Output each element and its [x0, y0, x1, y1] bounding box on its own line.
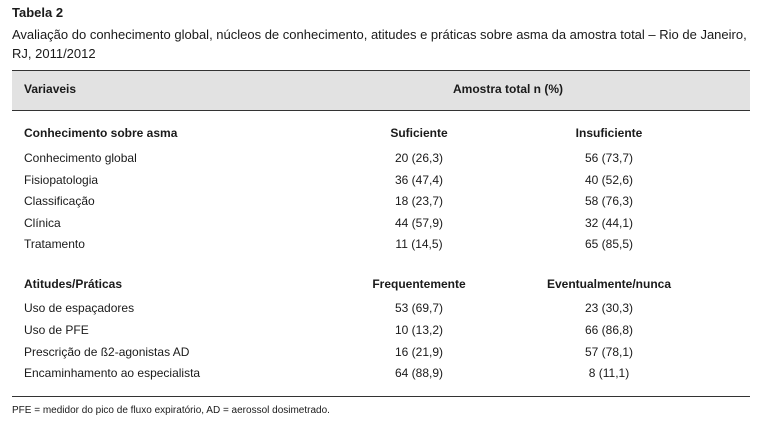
cell-value-a: 53 (69,7): [394, 301, 444, 315]
table-caption: Avaliação do conhecimento global, núcleos de conhecimento, atitudes e práticas sobre asma da amostra total – Rio de Janeiro, RJ, 2011/2012: [12, 27, 747, 61]
row-label: Fisiopatologia: [24, 173, 99, 187]
row-label: Classificação: [24, 194, 95, 208]
column-sufficient: Suficiente: [390, 126, 448, 140]
table-bottom-rule: [12, 396, 750, 397]
cell-value-b: 57 (78,1): [584, 345, 634, 359]
row-label: Tratamento: [24, 237, 85, 251]
cell-value-a: 44 (57,9): [394, 216, 444, 230]
table-row: [24, 151, 750, 169]
cell-value-a: 16 (21,9): [394, 345, 444, 359]
section-heading-practices: [24, 277, 750, 295]
row-label: Prescrição de ß2-agonistas AD: [24, 345, 190, 359]
section-heading-knowledge: [24, 126, 750, 144]
cell-value-b: 66 (86,8): [584, 323, 634, 337]
column-insufficient: Insuficiente: [575, 126, 643, 140]
table-row: [24, 237, 750, 255]
table-row: [24, 216, 750, 234]
table-title: Tabela 2: [12, 5, 64, 20]
column-occasionally-never: Eventualmente/nunca: [546, 277, 672, 291]
cell-value-a: 18 (23,7): [394, 194, 444, 208]
cell-value-a: 10 (13,2): [394, 323, 444, 337]
row-label: Conhecimento global: [24, 151, 137, 165]
column-frequently: Frequentemente: [372, 277, 466, 291]
section-heading-label: Atitudes/Práticas: [24, 277, 123, 291]
cell-value-a: 11 (14,5): [395, 237, 443, 251]
cell-value-b: 23 (30,3): [584, 301, 634, 315]
cell-value-b: 40 (52,6): [584, 173, 634, 187]
table-row: [24, 194, 750, 212]
cell-value-b: 65 (85,5): [584, 237, 634, 251]
table-row: [24, 301, 750, 319]
row-label: Clínica: [24, 216, 61, 230]
cell-value-b: 32 (44,1): [584, 216, 634, 230]
table-row: [24, 323, 750, 341]
cell-value-b: 58 (76,3): [584, 194, 634, 208]
cell-value-a: 64 (88,9): [394, 366, 444, 380]
cell-value-a: 20 (26,3): [394, 151, 444, 165]
row-label: Encaminhamento ao especialista: [24, 366, 201, 380]
header-variables: Variaveis: [24, 82, 77, 96]
row-label: Uso de PFE: [24, 323, 89, 337]
table-row: [24, 173, 750, 191]
cell-value-b: 8 (11,1): [588, 366, 630, 380]
table-footnote: PFE = medidor do pico de fluxo expiratório, AD = aerossol dosimetrado.: [12, 405, 330, 416]
row-label: Uso de espaçadores: [24, 301, 135, 315]
section-heading-label: Conhecimento sobre asma: [24, 126, 178, 140]
table-row: [24, 366, 750, 384]
table-row: [24, 345, 750, 363]
cell-value-a: 36 (47,4): [394, 173, 444, 187]
cell-value-b: 56 (73,7): [584, 151, 634, 165]
table-header: [12, 70, 750, 111]
header-total-sample: Amostra total n (%): [453, 82, 564, 96]
